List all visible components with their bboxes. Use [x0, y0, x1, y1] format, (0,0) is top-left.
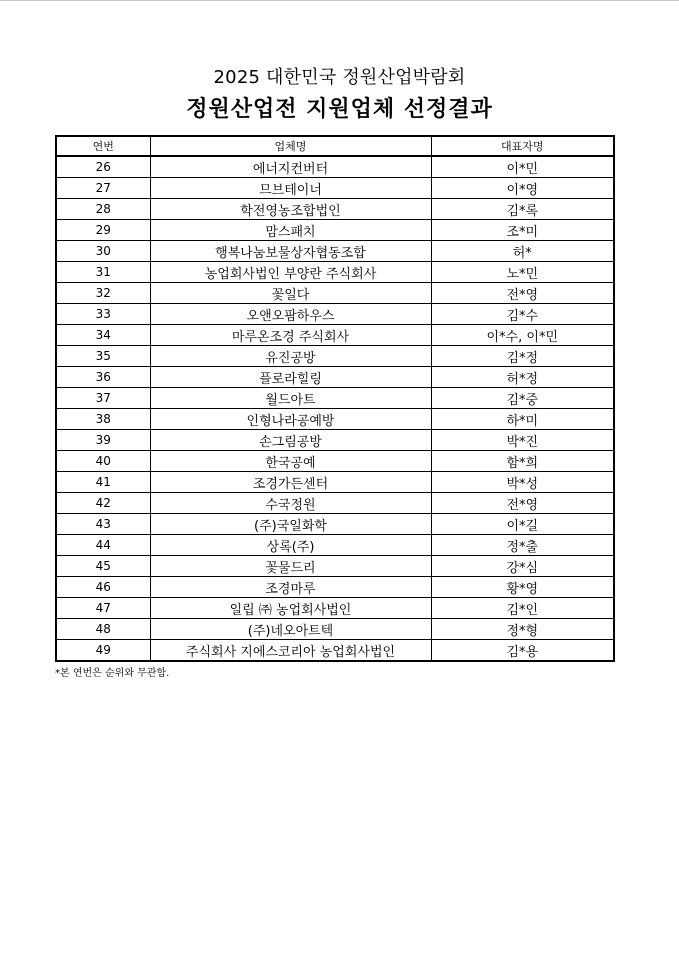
representative-cell: 김*인 [431, 598, 613, 619]
table-row [57, 304, 613, 325]
row-number-cell: 33 [57, 304, 150, 325]
row-number-cell: 46 [57, 577, 150, 598]
company-name-cell: 행복나눔보물상자협동조합 [150, 241, 431, 262]
row-number-cell: 35 [57, 346, 150, 367]
table-row [57, 156, 613, 178]
company-name-cell: 월드아트 [150, 388, 431, 409]
representative-cell: 허*정 [431, 367, 613, 388]
results-table [57, 137, 613, 660]
company-name-cell: 농업회사법인 부양란 주식회사 [150, 262, 431, 283]
row-number-cell: 39 [57, 430, 150, 451]
table-header-row [57, 137, 613, 156]
table-row [57, 619, 613, 640]
row-number-cell: 40 [57, 451, 150, 472]
table-row [57, 178, 613, 199]
table-row [57, 430, 613, 451]
table-row [57, 367, 613, 388]
row-number-cell: 43 [57, 514, 150, 535]
representative-cell: 조*미 [431, 220, 613, 241]
column-header-number: 연번 [57, 137, 150, 156]
row-number-cell: 38 [57, 409, 150, 430]
company-name-cell: 에너지컨버터 [150, 156, 431, 178]
company-name-cell: 일립 ㈜ 농업회사법인 [150, 598, 431, 619]
table-row [57, 262, 613, 283]
page-subtitle: 2025 대한민국 정원산업박람회 [213, 67, 466, 88]
company-name-cell: 한국공예 [150, 451, 431, 472]
row-number-cell: 49 [57, 640, 150, 661]
company-name-cell: 므브테이너 [150, 178, 431, 199]
company-name-cell: 맘스패치 [150, 220, 431, 241]
top-border-line [0, 0, 679, 1]
representative-cell: 정*형 [431, 619, 613, 640]
row-number-cell: 29 [57, 220, 150, 241]
row-number-cell: 31 [57, 262, 150, 283]
representative-cell: 박*진 [431, 430, 613, 451]
footnote: *본 연번은 순위와 무관함. [55, 668, 170, 679]
table-row [57, 451, 613, 472]
table-row [57, 640, 613, 661]
table-row [57, 577, 613, 598]
representative-cell: 노*민 [431, 262, 613, 283]
table-row [57, 388, 613, 409]
row-number-cell: 44 [57, 535, 150, 556]
row-number-cell: 34 [57, 325, 150, 346]
table-row [57, 598, 613, 619]
company-name-cell: (주)국일화학 [150, 514, 431, 535]
table-row [57, 493, 613, 514]
company-name-cell: 학전영농조합법인 [150, 199, 431, 220]
representative-cell: 김*중 [431, 388, 613, 409]
row-number-cell: 36 [57, 367, 150, 388]
representative-cell: 이*길 [431, 514, 613, 535]
row-number-cell: 41 [57, 472, 150, 493]
representative-cell: 김*수 [431, 304, 613, 325]
table-row [57, 325, 613, 346]
company-name-cell: 꽃물드리 [150, 556, 431, 577]
company-name-cell: 상록(주) [150, 535, 431, 556]
table-row [57, 199, 613, 220]
representative-cell: 강*심 [431, 556, 613, 577]
representative-cell: 김*정 [431, 346, 613, 367]
company-name-cell: 마루온조경 주식회사 [150, 325, 431, 346]
column-header-representative: 대표자명 [431, 137, 613, 156]
table-row [57, 514, 613, 535]
row-number-cell: 37 [57, 388, 150, 409]
row-number-cell: 32 [57, 283, 150, 304]
table-row [57, 283, 613, 304]
table-body [57, 156, 613, 660]
representative-cell: 황*영 [431, 577, 613, 598]
company-name-cell: 유진공방 [150, 346, 431, 367]
row-number-cell: 27 [57, 178, 150, 199]
representative-cell: 하*미 [431, 409, 613, 430]
table-row [57, 346, 613, 367]
representative-cell: 전*영 [431, 493, 613, 514]
table-row [57, 220, 613, 241]
company-name-cell: 주식회사 지에스코리아 농업회사법인 [150, 640, 431, 661]
representative-cell: 이*민 [431, 156, 613, 178]
representative-cell: 이*수, 이*민 [431, 325, 613, 346]
company-name-cell: 손그림공방 [150, 430, 431, 451]
company-name-cell: 인형나라공예방 [150, 409, 431, 430]
representative-cell: 김*용 [431, 640, 613, 661]
representative-cell: 함*희 [431, 451, 613, 472]
representative-cell: 박*성 [431, 472, 613, 493]
row-number-cell: 30 [57, 241, 150, 262]
column-header-company: 업체명 [150, 137, 431, 156]
company-name-cell: 오앤오팜하우스 [150, 304, 431, 325]
representative-cell: 전*영 [431, 283, 613, 304]
table-row [57, 535, 613, 556]
row-number-cell: 42 [57, 493, 150, 514]
row-number-cell: 28 [57, 199, 150, 220]
table-row [57, 472, 613, 493]
row-number-cell: 26 [57, 156, 150, 178]
company-name-cell: 꽃일다 [150, 283, 431, 304]
company-name-cell: 플로라힐링 [150, 367, 431, 388]
row-number-cell: 45 [57, 556, 150, 577]
representative-cell: 이*영 [431, 178, 613, 199]
results-table-container [55, 135, 615, 662]
company-name-cell: 조경가든센터 [150, 472, 431, 493]
table-row [57, 556, 613, 577]
representative-cell: 정*출 [431, 535, 613, 556]
row-number-cell: 47 [57, 598, 150, 619]
representative-cell: 허* [431, 241, 613, 262]
table-row [57, 409, 613, 430]
company-name-cell: 수국정원 [150, 493, 431, 514]
table-row [57, 241, 613, 262]
page-title: 정원산업전 지원업체 선정결과 [186, 97, 493, 122]
row-number-cell: 48 [57, 619, 150, 640]
representative-cell: 김*록 [431, 199, 613, 220]
company-name-cell: 조경마루 [150, 577, 431, 598]
company-name-cell: (주)네오아트텍 [150, 619, 431, 640]
